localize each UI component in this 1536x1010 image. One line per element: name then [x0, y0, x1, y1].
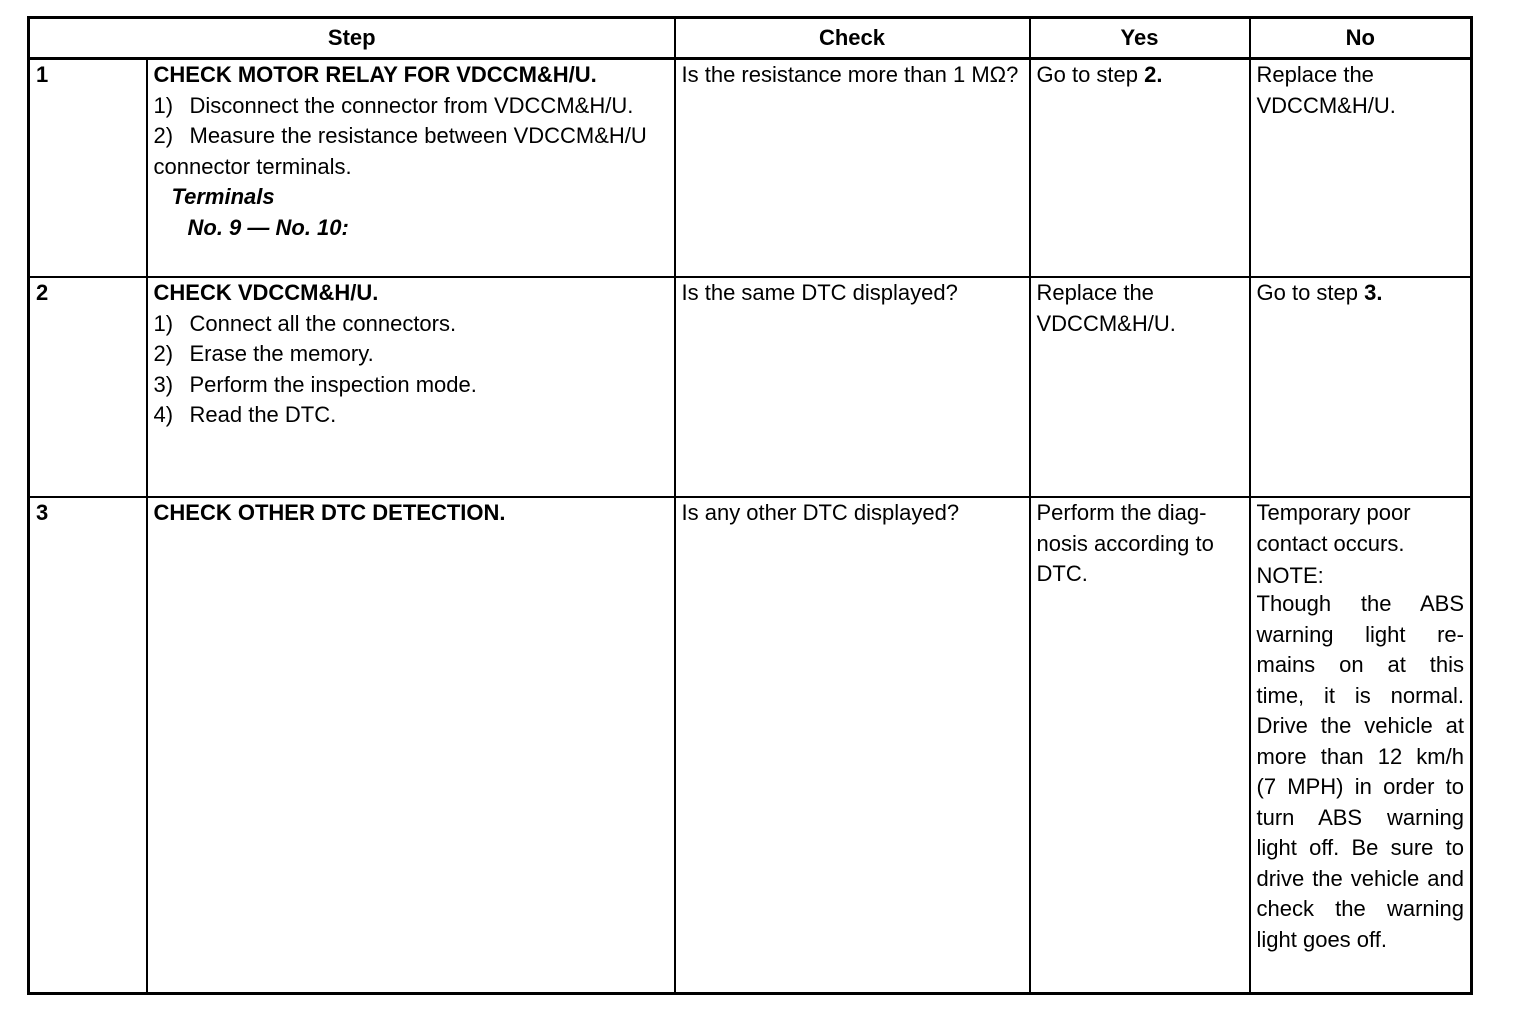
substep-number: 1): [153, 310, 174, 336]
check-cell: Is the resistance more than 1 MΩ?: [675, 59, 1030, 278]
table-row: [29, 497, 1472, 994]
no-cell: Replace the VDCCM&H/U.: [1250, 59, 1472, 278]
substep-text: Measure the resistance between VDCCM&H/U connector terminals.: [153, 123, 647, 179]
step-title: CHECK OTHER DTC DETECTION.: [153, 500, 506, 525]
check-cell: Is the same DTC displayed?: [675, 277, 1030, 497]
no-text: Go to step: [1256, 280, 1365, 305]
yes-step-ref: 2.: [1144, 62, 1163, 87]
substep-number: 4): [153, 402, 174, 427]
header-check: Check: [675, 18, 1030, 59]
substep: [154, 121, 668, 182]
terminals-label: Terminals: [171, 184, 275, 209]
terminals-value: No. 9 — No. 10:: [187, 214, 349, 240]
note-label: NOTE:: [1256, 563, 1324, 588]
step-number: 3: [29, 497, 147, 994]
header-yes: Yes: [1030, 18, 1250, 59]
no-step-ref: 3.: [1364, 280, 1383, 305]
diagnostic-procedure-table: [27, 16, 1473, 995]
table-row: [29, 59, 1472, 278]
header-no: No: [1250, 18, 1472, 59]
table-header-row: [29, 18, 1472, 59]
header-step: Step: [29, 18, 675, 59]
substep-text: Erase the memory.: [189, 341, 374, 366]
no-cell: [1250, 497, 1472, 994]
no-text: Temporary poor contact occurs.: [1256, 500, 1411, 556]
check-cell: Is any other DTC displayed?: [675, 497, 1030, 994]
no-cell: [1250, 277, 1472, 497]
yes-cell: [1030, 59, 1250, 278]
substep-number: 1): [153, 92, 174, 118]
substep-number: 2): [153, 341, 174, 366]
substep-number: 3): [153, 371, 174, 397]
substep-text: Perform the inspection mode.: [189, 371, 477, 397]
substep: [154, 370, 668, 401]
substep: [154, 91, 668, 122]
step-description: [147, 59, 675, 278]
step-number: 1: [29, 59, 147, 278]
substep-text: Disconnect the connector from VDCCM&H/U.: [189, 92, 634, 118]
substep-text: Connect all the connectors.: [189, 310, 457, 336]
substep: [154, 339, 668, 370]
step-description: [147, 277, 675, 497]
step-title: CHECK VDCCM&H/U.: [153, 280, 379, 305]
step-title: CHECK MOTOR RELAY FOR VDCCM&H/U.: [153, 62, 597, 87]
note-body: Though the ABS warning light re-mains on at this time, it is normal. Drive the vehicle at more than 12 km/h (7 MPH) in order to turn ABS warning light off. Be sure to drive the vehicle and check the warning light goes off.: [1256, 591, 1464, 952]
substep: [154, 400, 668, 431]
substep-number: 2): [153, 123, 174, 148]
step-number: 2: [29, 277, 147, 497]
yes-cell: Replace the VDCCM&H/U.: [1030, 277, 1250, 497]
yes-cell: Perform the diag-nosis according to DTC.: [1030, 497, 1250, 994]
substep: [154, 309, 668, 340]
substep-text: Read the DTC.: [189, 402, 337, 427]
yes-text: Go to step: [1036, 62, 1145, 87]
table-row: [29, 277, 1472, 497]
step-description: [147, 497, 675, 994]
